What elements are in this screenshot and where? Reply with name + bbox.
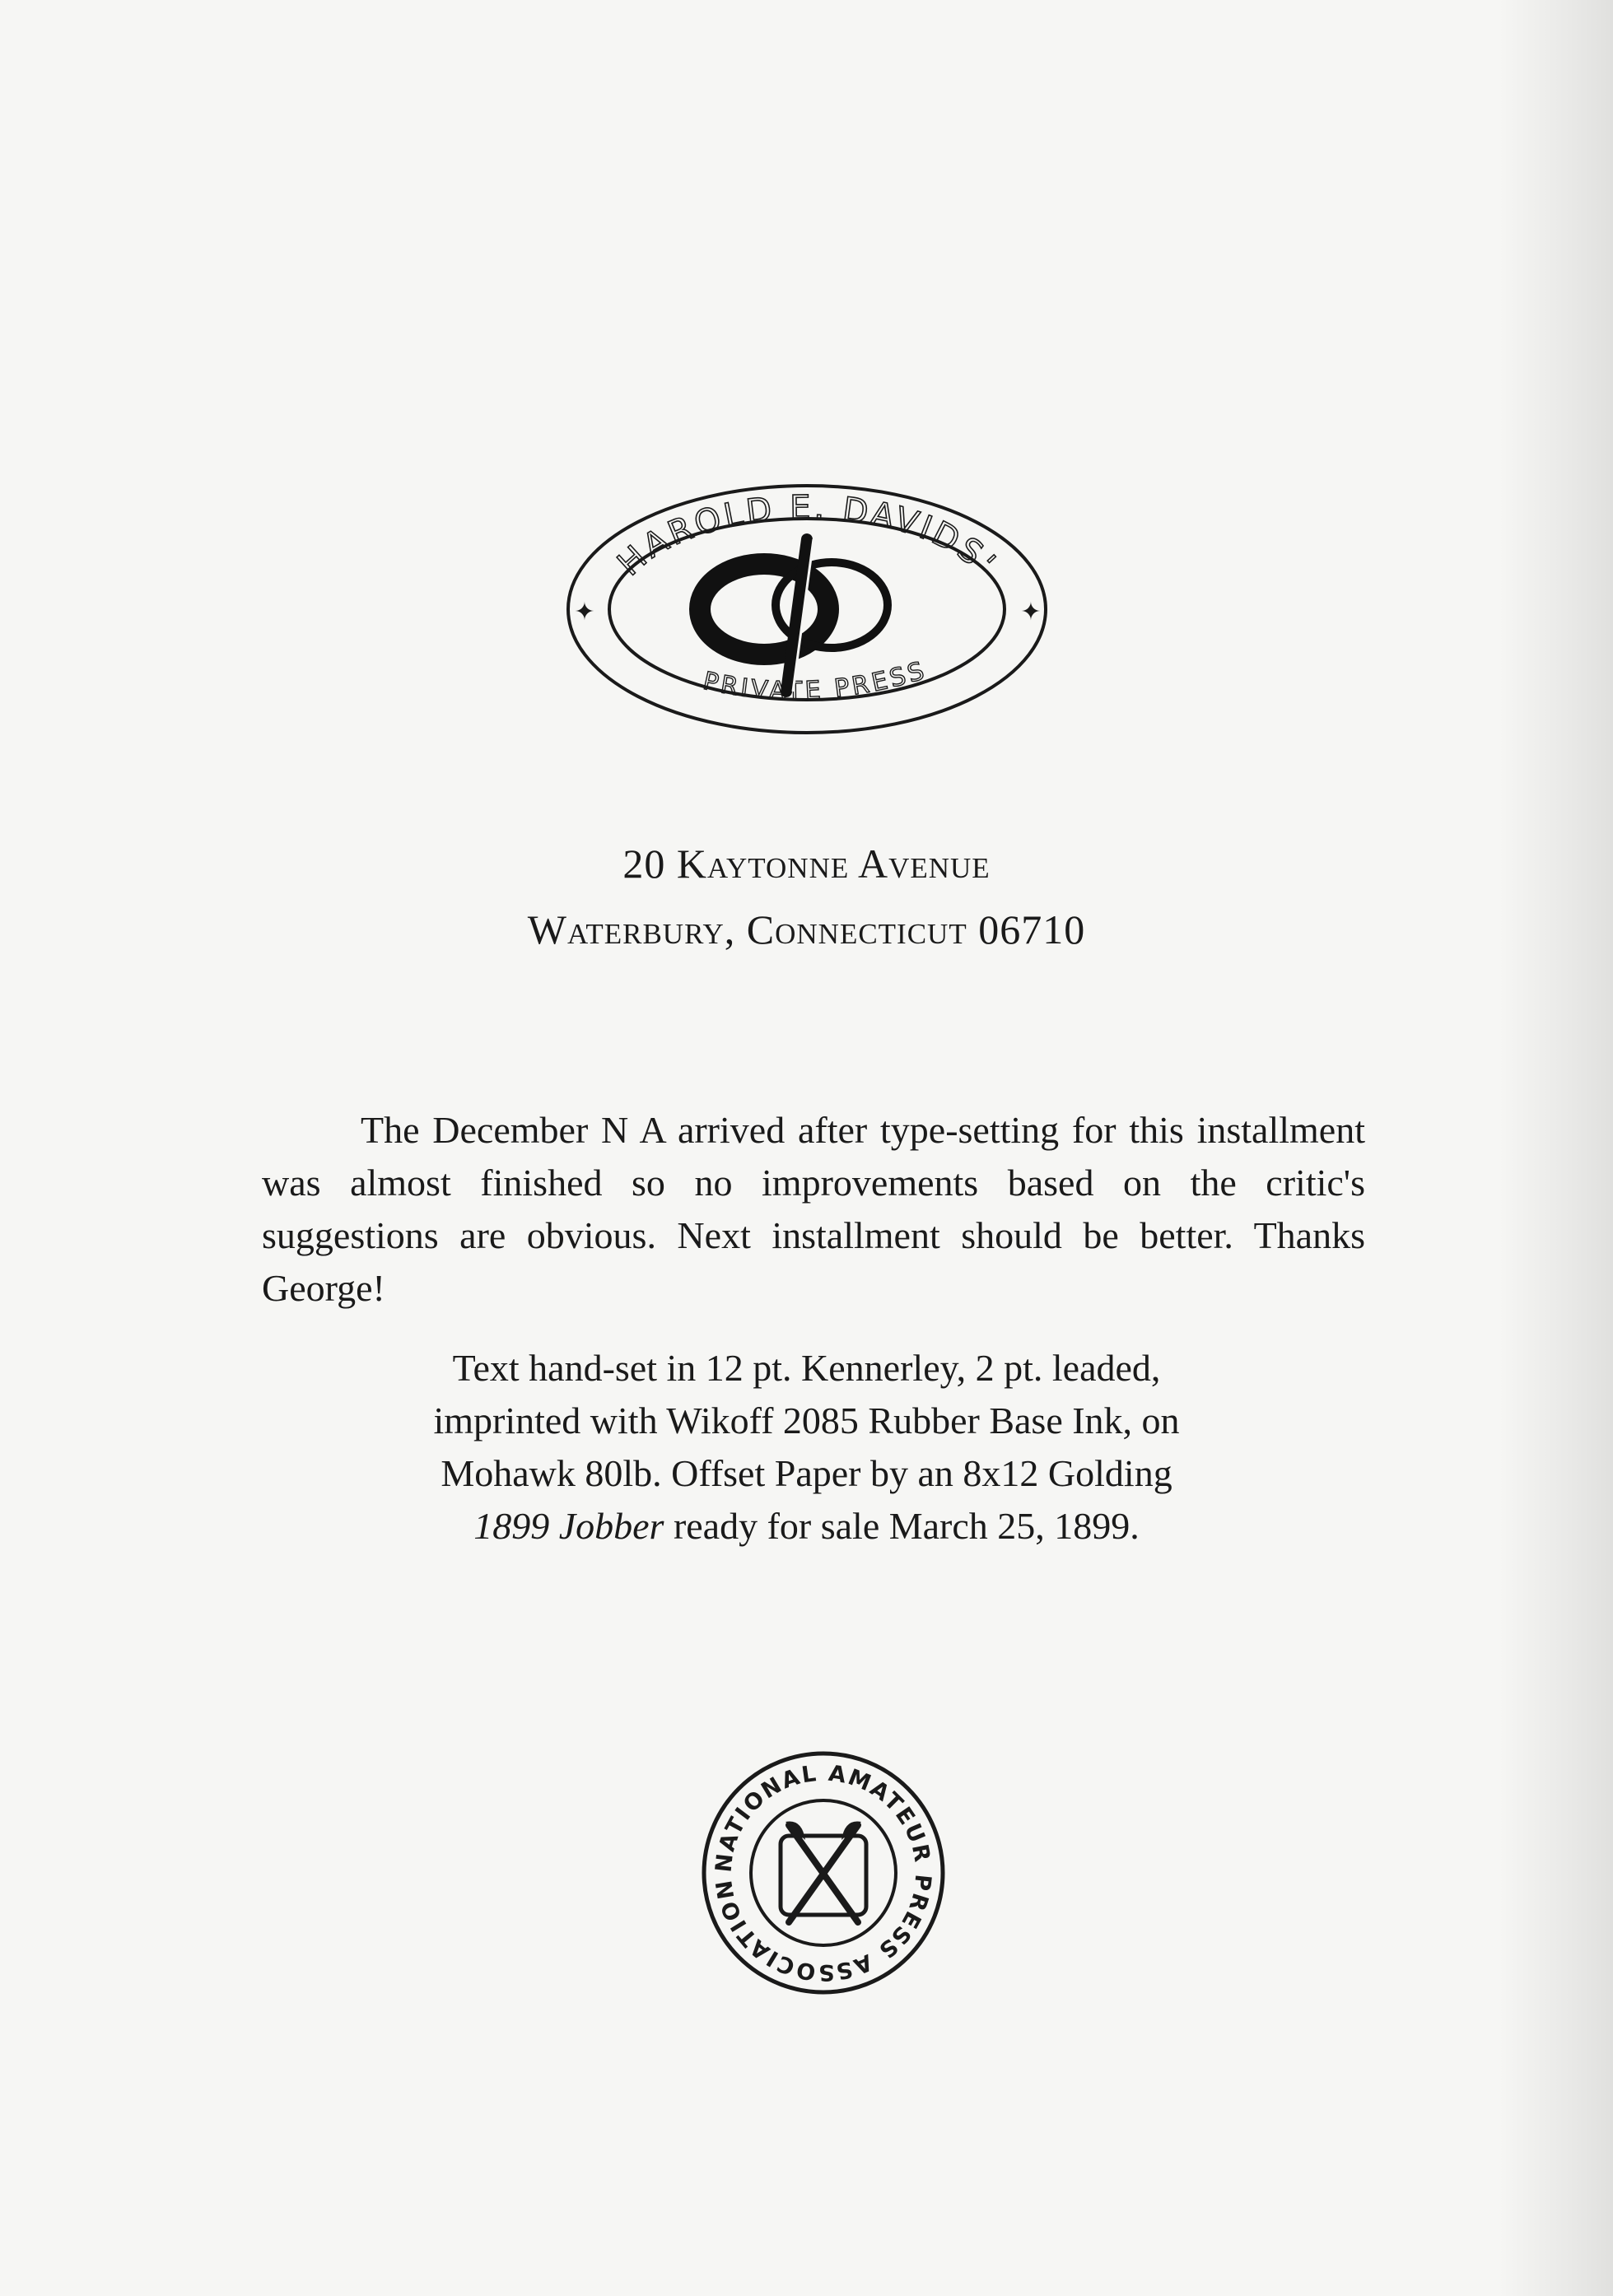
colophon-line-4 — [0, 1500, 1613, 1553]
address-city — [0, 906, 1613, 953]
logo-arc-text-top: HAROLD E. DAVIDS' — [610, 488, 1005, 584]
svg-text:✦: ✦ — [574, 598, 595, 626]
logo-arc-text-bottom: PRIVATE PRESS — [700, 655, 931, 706]
address-street-text: 20 Kaytonne Avenue — [622, 841, 991, 887]
colophon-press-name: 1899 Jobber — [473, 1505, 664, 1547]
national-amateur-press-association-seal-icon — [700, 1749, 947, 1996]
colophon-line-3: Mohawk 80lb. Offset Paper by an 8x12 Golding — [441, 1452, 1172, 1494]
colophon-line-1: Text hand-set in 12 pt. Kennerley, 2 pt. leaded, — [452, 1347, 1161, 1389]
colophon-line-2: imprinted with Wikoff 2085 Rubber Base Ink, on — [433, 1399, 1180, 1441]
colophon — [0, 1342, 1613, 1553]
note-paragraph: The December N A arrived after type-setting for this installment was almost finished so no improvements based on the critic's suggestions are obvious. Next installment should be better. Thanks George! — [262, 1109, 1365, 1309]
svg-text:PRIVATE PRESS — [701, 656, 931, 706]
address-city-text: Waterbury, Connecticut 06710 — [527, 906, 1086, 952]
address-street — [0, 840, 1613, 887]
colophon-line-4-rest: ready for sale March 25, 1899. — [664, 1505, 1140, 1547]
page-edge-shadow — [1498, 0, 1613, 2296]
private-press-monogram-icon — [560, 473, 1054, 737]
svg-text:✦: ✦ — [1020, 598, 1042, 626]
seal-ring-text: NATIONAL AMATEUR PRESS ASSOCIATION — [711, 1760, 936, 1986]
